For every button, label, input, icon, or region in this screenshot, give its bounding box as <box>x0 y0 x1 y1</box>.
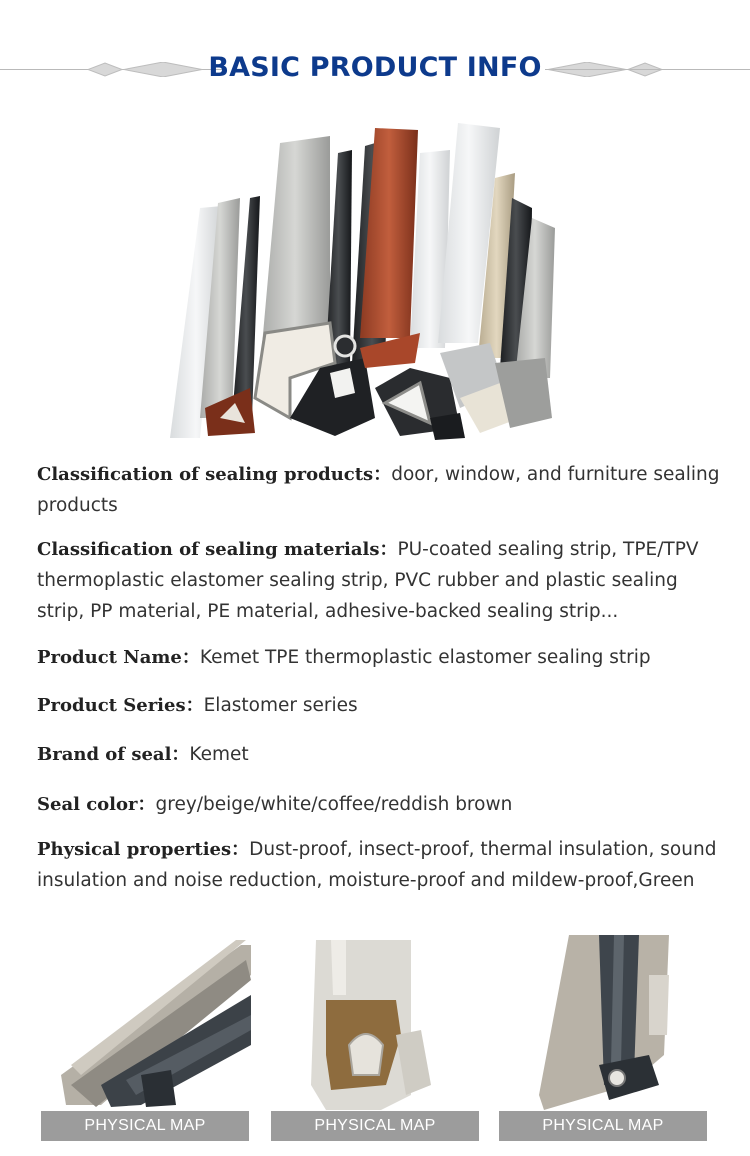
spec-label: Classification of sealing materials： <box>37 539 398 560</box>
spec-label: Seal color： <box>37 794 156 815</box>
physical-map-thumbnail-2 <box>271 935 481 1141</box>
thumbnail-caption: PHYSICAL MAP <box>271 1111 479 1141</box>
spec-label: Brand of seal： <box>37 744 190 765</box>
spec-physical-properties <box>37 834 727 896</box>
spec-value: grey/beige/white/coffee/reddish brown <box>155 794 513 815</box>
spec-value: PU-coated sealing strip, TPE/TPV thermoplastic elastomer sealing strip, PVC rubber and plastic sealing strip, PP material, PE material, adhesive-backed sealing strip... <box>37 539 699 622</box>
thumbnail-caption: PHYSICAL MAP <box>41 1111 249 1141</box>
spec-label: Product Name： <box>37 647 200 668</box>
spec-label: Classification of sealing products： <box>37 464 392 485</box>
spec-label: Product Series： <box>37 695 204 716</box>
spec-value: Kemet TPE thermoplastic elastomer sealing strip <box>199 647 651 668</box>
sealing-strip-photo <box>271 935 481 1111</box>
header-divider-right <box>545 69 750 70</box>
physical-map-thumbnail-3 <box>499 935 709 1141</box>
spec-value: Dust-proof, insect-proof, thermal insulation, sound insulation and noise reduction, moisture-proof and mildew-proof,Green <box>37 839 717 891</box>
physical-map-thumbnail-1 <box>41 935 251 1141</box>
sealing-strip-photo <box>41 935 251 1111</box>
spec-value: Elastomer series <box>203 695 358 716</box>
page-title: BASIC PRODUCT INFO <box>208 52 542 83</box>
section-header <box>0 40 750 100</box>
sealing-strips-product-image <box>160 118 580 448</box>
spec-classification-products <box>37 459 727 521</box>
spec-value: door, window, and furniture sealing products <box>37 464 720 516</box>
spec-label: Physical properties： <box>37 839 250 860</box>
spec-product-series <box>37 690 727 721</box>
sealing-strip-photo <box>499 935 709 1111</box>
spec-seal-color <box>37 789 727 820</box>
spec-classification-materials <box>37 534 727 627</box>
thumbnail-caption: PHYSICAL MAP <box>499 1111 707 1141</box>
spec-product-name <box>37 642 727 673</box>
spec-value: Kemet <box>189 744 249 765</box>
spec-brand <box>37 739 727 770</box>
